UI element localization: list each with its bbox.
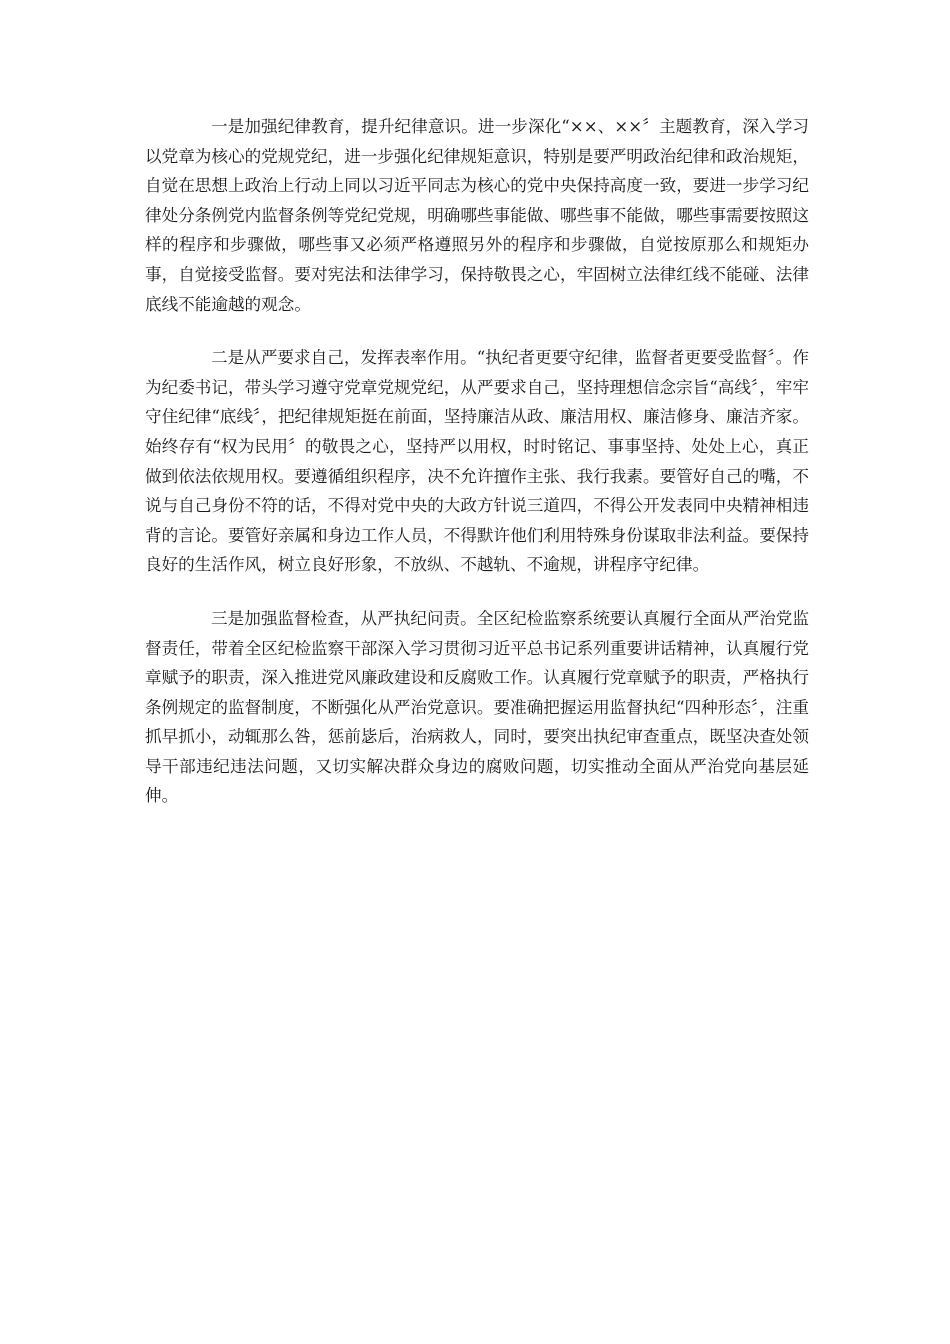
document-body bbox=[145, 112, 809, 835]
paragraph-self-discipline: 二是从严要求自己，发挥表率作用。“执纪者更要守纪律，监督者更要受监督〞。作为纪委书记，带头学习遵守党章党规党纪，从严要求自己，坚持理想信念宗旨“高线〞，牢牢守住纪律“底线〞，把纪律规矩挺在前面，坚持廉洁从政、廉洁用权、廉洁修身、廉洁齐家。始终存有“权为民用〞的敬畏之心，坚持严以用权，时时铭记、事事坚持、处处上心，真正做到依法依规用权。要遵循组织程序，决不允许擅作主张、我行我素。要管好自己的嘴，不说与自己身份不符的话，不得对党中央的大政方针说三道四，不得公开发表同中央精神相违背的言论。要管好亲属和身边工作人员，不得默许他们利用特殊身份谋取非法利益。要保持良好的生活作风，树立良好形象，不放纵、不越轨、不逾规，讲程序守纪律。 bbox=[145, 348, 809, 575]
paragraph-supervision-inspection: 三是加强监督检查，从严执纪问责。全区纪检监察系统要认真履行全面从严治党监督责任，带着全区纪检监察干部深入学习贯彻习近平总书记系列重要讲话精神，认真履行党章赋予的职责，深入推进党风廉政建设和反腐败工作。认真履行党章赋予的职责，严格执行条例规定的监督制度，不断强化从严治党意识。要准确把握运用监督执纪“四种形态〞，注重抓早抓小，动辄那么咎，惩前毖后，治病救人，同时，要突出执纪审查重点，既坚决查处领导干部违纪违法问题，又切实解决群众身边的腐败问题，切实推动全面从严治党向基层延伸。 bbox=[145, 608, 809, 806]
paragraph-discipline-education: 一是加强纪律教育，提升纪律意识。进一步深化“××、××〞主题教育，深入学习以党章为核心的党规党纪，进一步强化纪律规矩意识，特别是要严明政治纪律和政治规矩，自觉在思想上政治上行动上同以习近平同志为核心的党中央保持高度一致，要进一步学习纪律处分条例党内监督条例等党纪党规，明确哪些事能做、哪些事不能做，哪些事需要按照这样的程序和步骤做，哪些事又必须严格遵照另外的程序和步骤做，自觉按原那么和规矩办事，自觉接受监督。要对宪法和法律学习，保持敬畏之心，牢固树立法律红线不能碰、法律底线不能逾越的观念。 bbox=[145, 117, 809, 314]
